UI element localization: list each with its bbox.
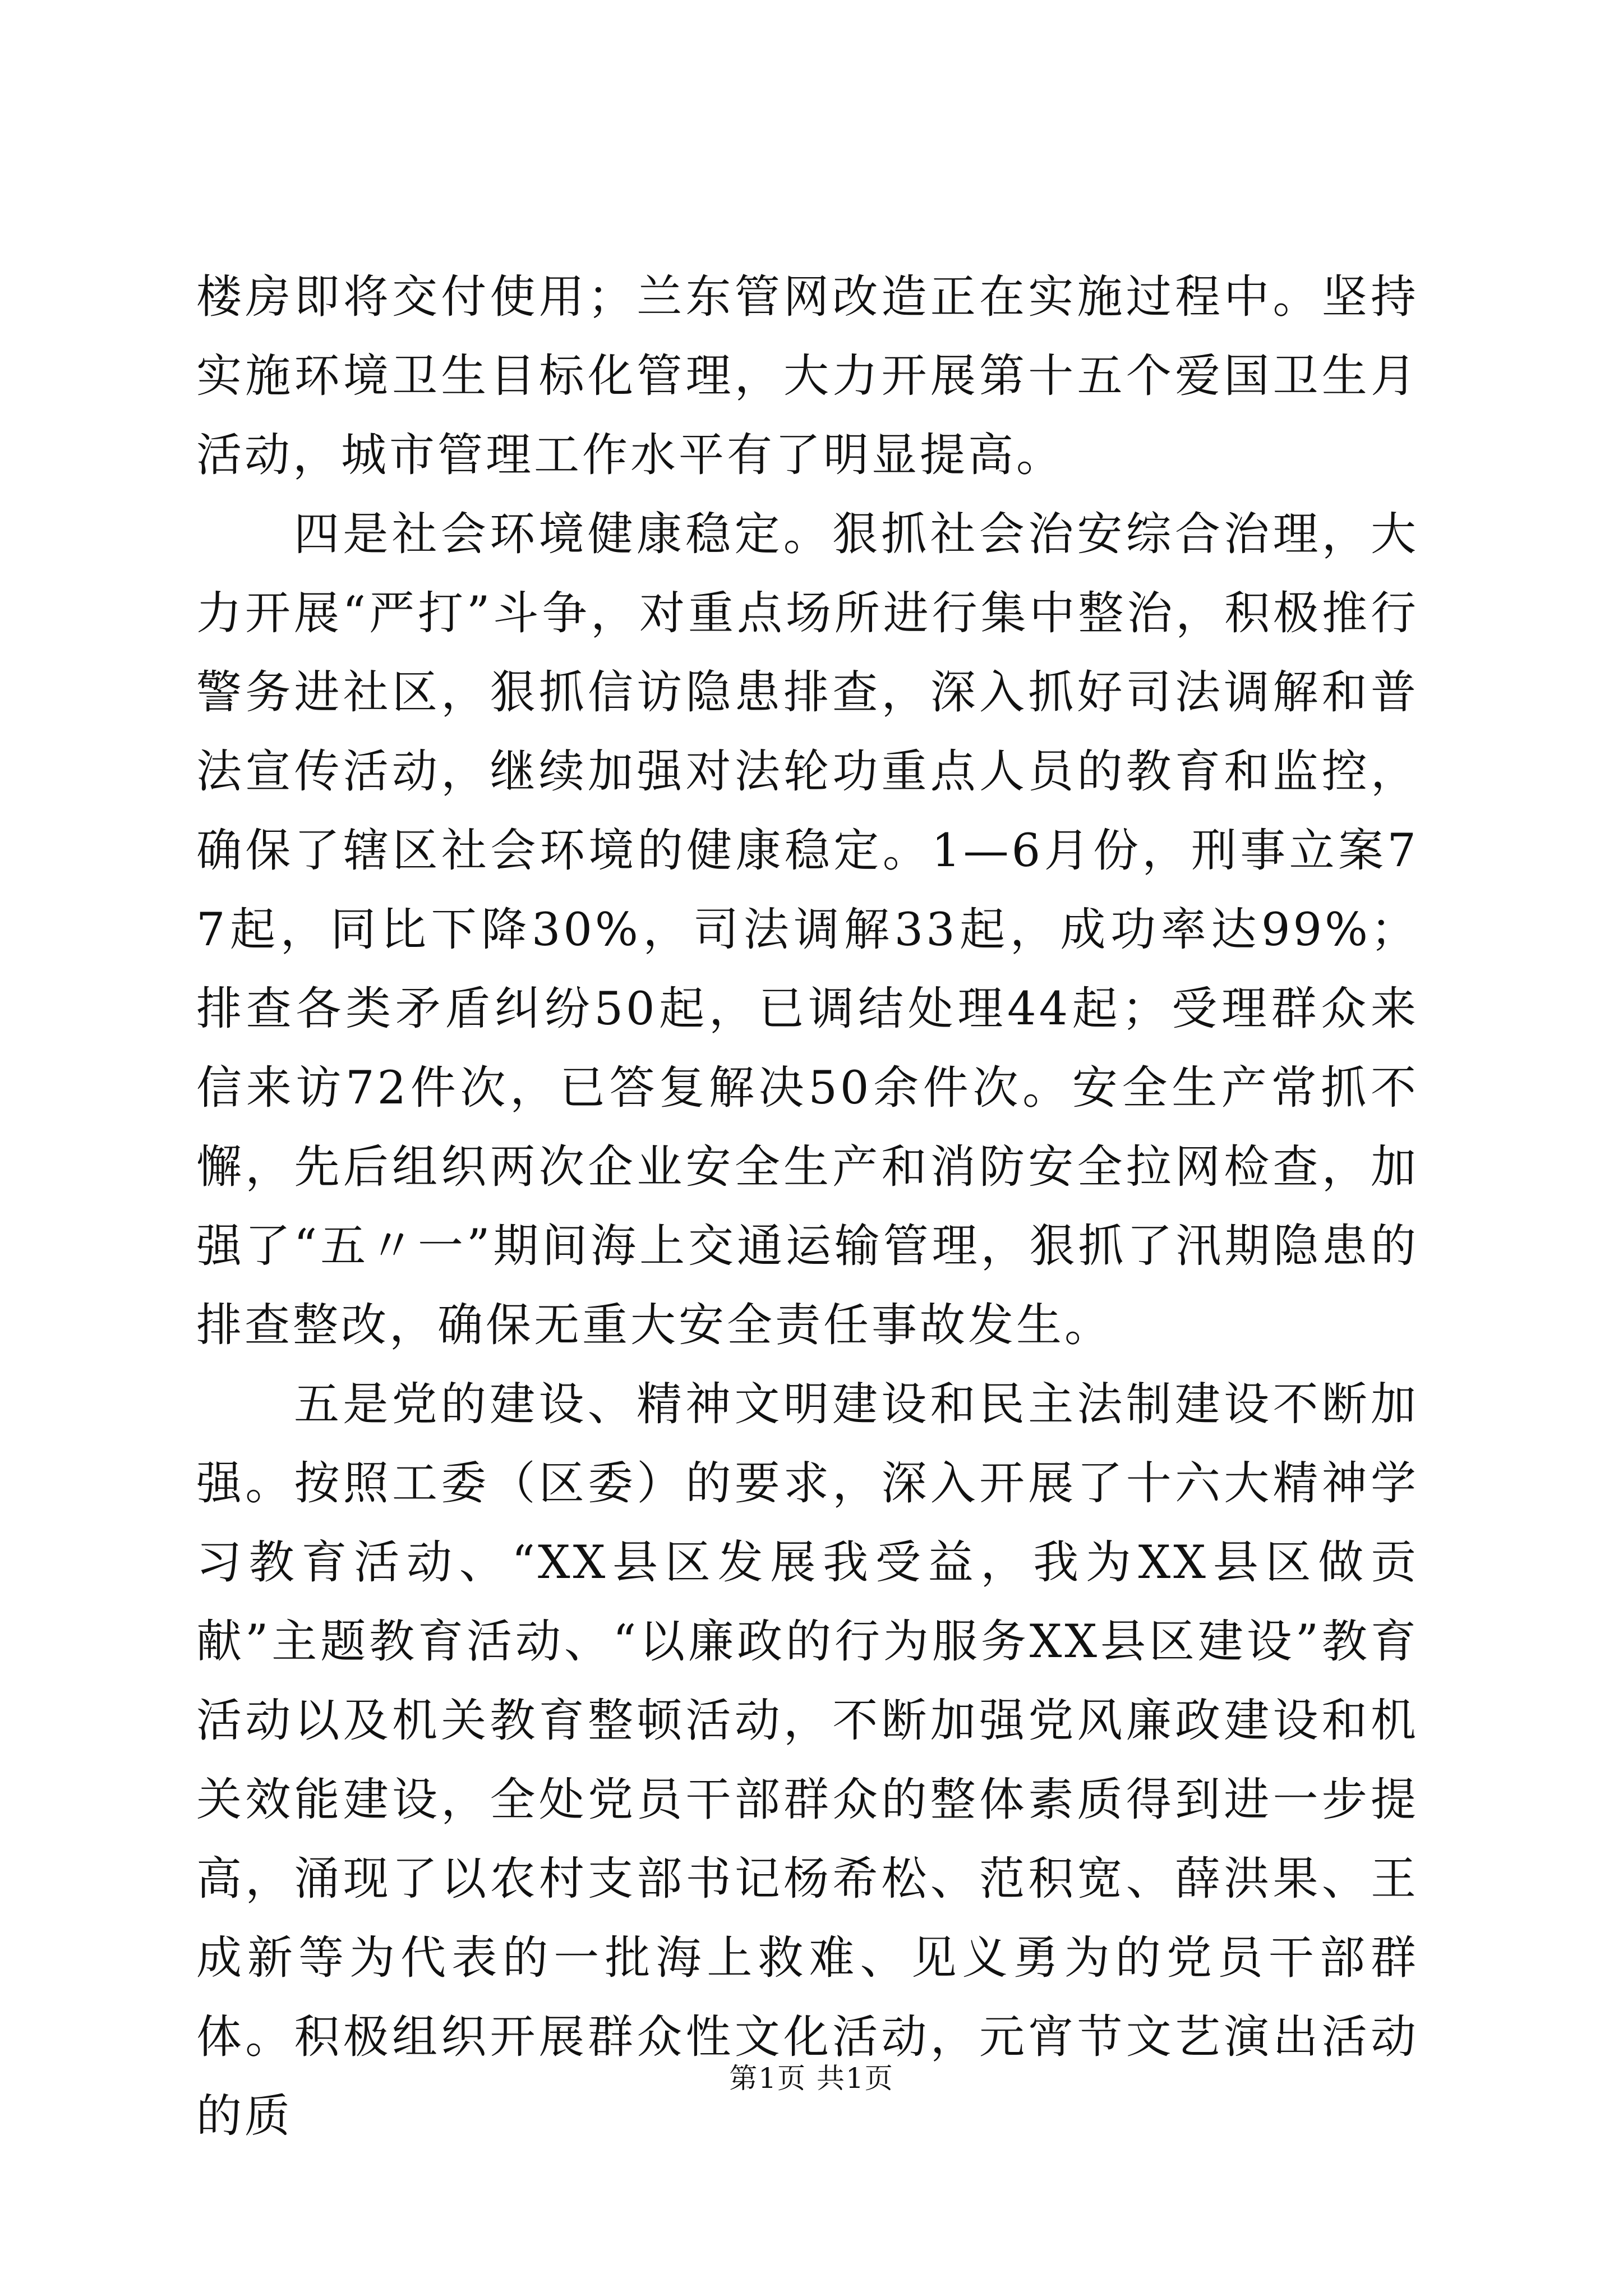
paragraph-continuation: 楼房即将交付使用；兰东管网改造正在实施过程中。坚持实施环境卫生目标化管理，大力开展第十五个爱国卫生月活动，城市管理工作水平有了明显提高。 xyxy=(196,271,1419,482)
paragraph-party-building: 五是党的建设、精神文明建设和民主法制建设不断加强。按照工委（区委）的要求，深入开展了十六大精神学习教育活动、“XX县区发展我受益，我为XX县区做贡献”主题教育活动、“以廉政的行为服务XX县区建设”教育活动以及机关教育整顿活动，不断加强党风廉政建设和机关效能建设，全处党员干部群众的整体素质得到进一步提高，涌现了以农村支部书记杨希松、范积宽、薛洪果、王成新等为代表的一批海上救难、见义勇为的党员干部群体。积极组织开展群众性文化活动，元宵节文艺演出活动的质 xyxy=(196,1378,1419,2143)
document-body xyxy=(196,258,1419,2156)
paragraph-social-environment: 四是社会环境健康稳定。狠抓社会治安综合治理，大力开展“严打”斗争，对重点场所进行集中整治，积极推行警务进社区，狠抓信访隐患排查，深入抓好司法调解和普法宣传活动，继续加强对法轮功重点人员的教育和监控，确保了辖区社会环境的健康稳定。1—6月份，刑事立案77起，同比下降30%，司法调解33起，成功率达99%；排查各类矛盾纠纷50起，已调结处理44起；受理群众来信来访72件次，已答复解决50余件次。安全生产常抓不懈，先后组织两次企业安全生产和消防安全拉网检查，加强了“五〃一”期间海上交通运输管理，狠抓了汛期隐患的排查整改，确保无重大安全责任事故发生。 xyxy=(196,508,1419,1352)
page-number-footer: 第1页 共1页 xyxy=(729,2062,894,2095)
